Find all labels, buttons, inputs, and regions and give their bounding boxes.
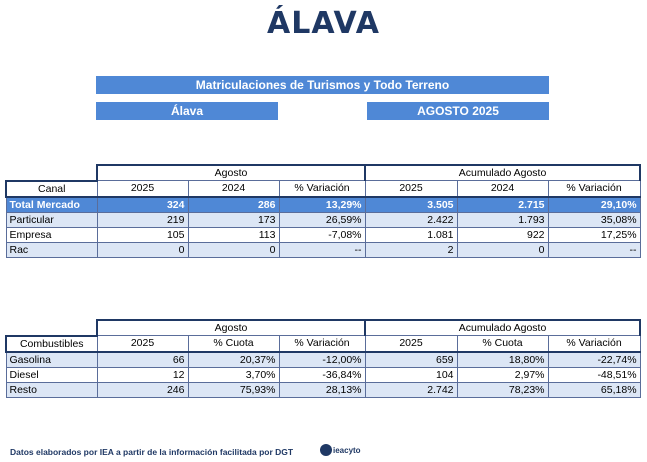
column-header: Canal: [6, 181, 97, 197]
column-header: % Variación: [548, 336, 640, 352]
row-label: Rac: [6, 242, 97, 257]
table-cell: 2.422: [365, 212, 457, 227]
table-cell: 922: [457, 227, 548, 242]
column-header: % Variación: [548, 181, 640, 197]
table-cell: -12,00%: [279, 352, 365, 368]
table-cell: -36,84%: [279, 367, 365, 382]
table-cell: 75,93%: [188, 382, 279, 397]
table-cell: 0: [188, 242, 279, 257]
group-header-acumulado: Acumulado Agosto: [365, 320, 640, 336]
group-header-agosto: Agosto: [97, 320, 365, 336]
fuel-table: [5, 319, 641, 398]
table-cell: 12: [97, 367, 188, 382]
table-cell: 17,25%: [548, 227, 640, 242]
table-row-gasolina: [6, 352, 640, 368]
table-row-rac: [6, 242, 640, 257]
table-cell: 20,37%: [188, 352, 279, 368]
column-header: 2025: [365, 181, 457, 197]
logo-text: ieacyto: [333, 445, 361, 455]
column-header: % Cuota: [457, 336, 548, 352]
row-label: Total Mercado: [6, 197, 97, 213]
row-label: Resto: [6, 382, 97, 397]
table-cell: 219: [97, 212, 188, 227]
row-label: Diesel: [6, 367, 97, 382]
period-banner: AGOSTO 2025: [367, 102, 549, 120]
table-cell: 0: [457, 242, 548, 257]
table-cell: 13,29%: [279, 197, 365, 213]
table-cell: 3,70%: [188, 367, 279, 382]
group-header-agosto: Agosto: [97, 165, 365, 181]
table-cell: -48,51%: [548, 367, 640, 382]
column-header: 2024: [457, 181, 548, 197]
table-row-empresa: [6, 227, 640, 242]
table-cell: 29,10%: [548, 197, 640, 213]
table-cell: 659: [365, 352, 457, 368]
table-cell: 286: [188, 197, 279, 213]
group-header-acumulado: Acumulado Agosto: [365, 165, 640, 181]
table-row-resto: [6, 382, 640, 397]
table-cell: --: [548, 242, 640, 257]
table-row-particular: [6, 212, 640, 227]
table-cell: 66: [97, 352, 188, 368]
column-header: 2025: [365, 336, 457, 352]
table-cell: 28,13%: [279, 382, 365, 397]
table-header-row: [6, 181, 640, 197]
table-cell: 1.793: [457, 212, 548, 227]
table-cell: 18,80%: [457, 352, 548, 368]
channel-table: [5, 164, 641, 258]
table-cell: 113: [188, 227, 279, 242]
table-cell: 2.742: [365, 382, 457, 397]
column-header: % Cuota: [188, 336, 279, 352]
table-cell: --: [279, 242, 365, 257]
table-cell: 26,59%: [279, 212, 365, 227]
column-header: 2024: [188, 181, 279, 197]
table-cell: 65,18%: [548, 382, 640, 397]
column-header: % Variación: [279, 336, 365, 352]
table-row-diesel: [6, 367, 640, 382]
column-header: % Variación: [279, 181, 365, 197]
table-cell: 35,08%: [548, 212, 640, 227]
row-label: Gasolina: [6, 352, 97, 368]
table-cell: 78,23%: [457, 382, 548, 397]
table-cell: 105: [97, 227, 188, 242]
report-banner: Matriculaciones de Turismos y Todo Terreno: [96, 76, 549, 94]
page-title: ÁLAVA: [267, 6, 380, 41]
region-banner: Álava: [96, 102, 278, 120]
table-cell: 173: [188, 212, 279, 227]
table-cell: 2,97%: [457, 367, 548, 382]
column-header: 2025: [97, 336, 188, 352]
table-cell: 2.715: [457, 197, 548, 213]
row-label: Particular: [6, 212, 97, 227]
source-note: Datos elaborados por IEA a partir de la información facilitada por DGT: [10, 447, 294, 457]
table-row-total-mercado: [6, 197, 640, 213]
table-header-row: [6, 336, 640, 352]
table-cell: -7,08%: [279, 227, 365, 242]
table-cell: 0: [97, 242, 188, 257]
table-cell: 1.081: [365, 227, 457, 242]
table-cell: 2: [365, 242, 457, 257]
column-header: Combustibles: [6, 336, 97, 352]
logo-mark-icon: [320, 444, 332, 456]
table-cell: 246: [97, 382, 188, 397]
table-cell: -22,74%: [548, 352, 640, 368]
table-cell: 3.505: [365, 197, 457, 213]
table-cell: 324: [97, 197, 188, 213]
ieacyto-logo: [320, 442, 361, 458]
table-cell: 104: [365, 367, 457, 382]
column-header: 2025: [97, 181, 188, 197]
row-label: Empresa: [6, 227, 97, 242]
